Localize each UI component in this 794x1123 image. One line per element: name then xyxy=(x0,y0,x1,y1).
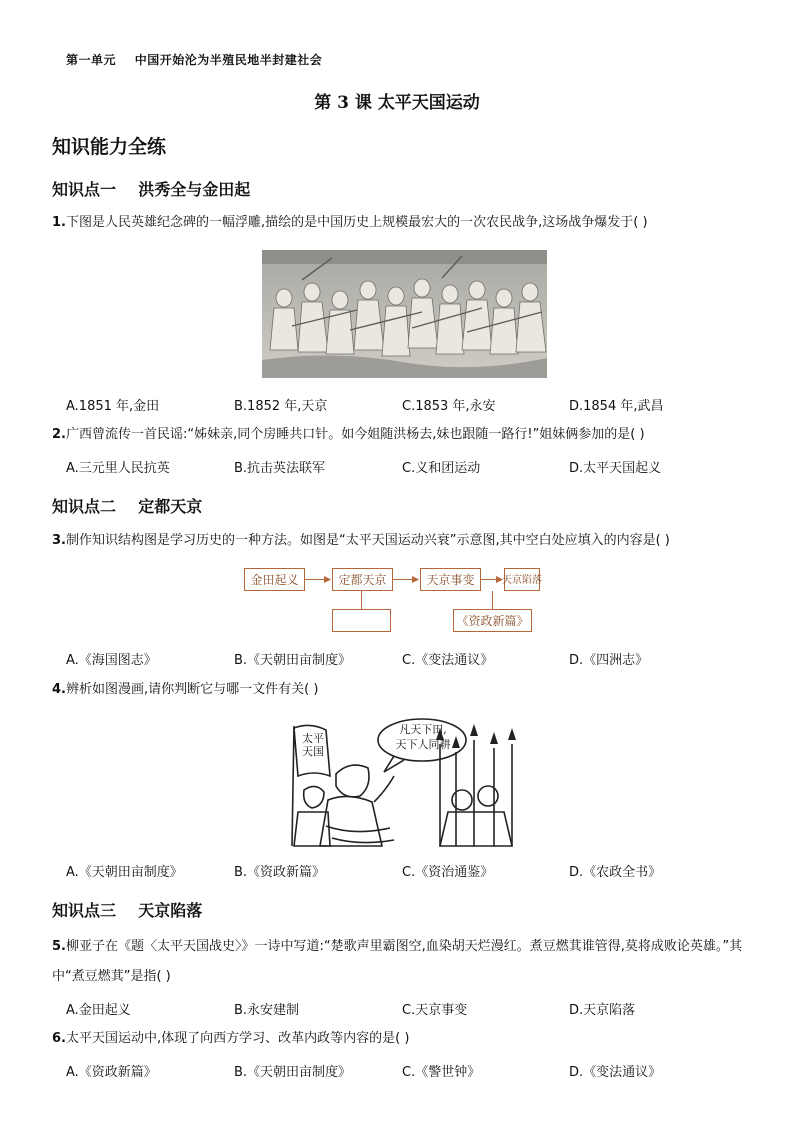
option-a[interactable]: A.《资政新篇》 xyxy=(66,1065,157,1080)
flow-box-tianjing-fall: 天京陷落 xyxy=(502,575,542,586)
question-6-options xyxy=(66,1061,746,1081)
option-b[interactable]: B.1852 年,天京 xyxy=(234,399,328,414)
knowledge-flowchart xyxy=(244,568,540,634)
option-a[interactable]: A.三元里人民抗英 xyxy=(66,461,170,476)
cartoon-speech-line-1: 凡天下田, xyxy=(399,723,447,736)
option-b[interactable]: B.《天朝田亩制度》 xyxy=(234,653,352,668)
question-4-options xyxy=(66,861,746,881)
question-3-options xyxy=(66,649,746,669)
question-text: 柳亚子在《题〈太平天国战史〉》一诗中写道:“楚歌声里霸图空,血染胡天烂漫红。煮豆燃萁谁管得,莫将成败论英雄。”其中“煮豆燃萁”是指( ) xyxy=(52,939,743,984)
unit-header: 第一单元 中国开始沦为半殖民地半封建社会 xyxy=(66,53,323,67)
question-number: 4. xyxy=(52,682,66,697)
monument-relief-image xyxy=(262,250,547,378)
option-a[interactable]: A.《海国图志》 xyxy=(66,653,157,668)
option-d[interactable]: D.1854 年,武昌 xyxy=(569,399,664,414)
option-b[interactable]: B.永安建制 xyxy=(234,1003,300,1018)
question-5 xyxy=(52,932,752,992)
option-a[interactable]: A.《天朝田亩制度》 xyxy=(66,865,183,880)
question-2 xyxy=(52,423,752,447)
question-text: 制作知识结构图是学习历史的一种方法。如图是“太平天国运动兴衰”示意图,其中空白处应填入的内容是( ) xyxy=(65,533,670,548)
question-text: 太平天国运动中,体现了向西方学习、改革内政等内容的是( ) xyxy=(65,1031,410,1046)
option-b[interactable]: B.《资政新篇》 xyxy=(234,865,326,880)
option-d[interactable]: D.天京陷落 xyxy=(569,1003,636,1018)
question-number: 5. xyxy=(52,939,66,954)
cartoon-speech-line-2: 天下人同耕 xyxy=(395,738,451,751)
option-a[interactable]: A.1851 年,金田 xyxy=(66,399,160,414)
option-d[interactable]: D.《农政全书》 xyxy=(569,865,662,880)
option-a[interactable]: A.金田起义 xyxy=(66,1003,131,1018)
knowledge-point-2-title: 知识点二 定都天京 xyxy=(52,497,203,516)
question-text: 辨析如图漫画,请你判断它与哪一文件有关( ) xyxy=(65,682,319,697)
flow-box-capital-tianjing: 定都天京 xyxy=(338,573,387,587)
lesson-title: 第 3 课 太平天国运动 xyxy=(314,93,480,113)
question-1-options xyxy=(66,395,746,415)
question-text: 广西曾流传一首民谣:“姊妹亲,同个房睡共口针。如今姐随洪杨去,妹也跟随一路行!”姐妹俩参加的是( ) xyxy=(65,427,645,442)
option-b[interactable]: B.《天朝田亩制度》 xyxy=(234,1065,352,1080)
question-number: 1. xyxy=(52,215,66,230)
option-d[interactable]: D.太平天国起义 xyxy=(569,461,662,476)
question-1 xyxy=(52,211,752,235)
option-d[interactable]: D.《变法通议》 xyxy=(569,1065,662,1080)
knowledge-point-1-title: 知识点一 洪秀全与金田起 xyxy=(52,180,251,199)
question-number: 3. xyxy=(52,533,66,548)
question-number: 2. xyxy=(52,427,66,442)
question-number: 6. xyxy=(52,1031,66,1046)
option-c[interactable]: C.《警世钟》 xyxy=(402,1065,481,1080)
option-c[interactable]: C.《变法通议》 xyxy=(402,653,494,668)
question-2-options xyxy=(66,457,746,477)
option-c[interactable]: C.1853 年,永安 xyxy=(402,399,496,414)
flow-box-tianjing-incident: 天京事变 xyxy=(426,573,475,587)
flow-box-jintian-uprising: 金田起义 xyxy=(250,573,299,587)
option-c[interactable]: C.《资治通鉴》 xyxy=(402,865,494,880)
section-title: 知识能力全练 xyxy=(52,136,167,158)
question-6 xyxy=(52,1027,752,1051)
flow-box-blank xyxy=(332,612,391,630)
option-c[interactable]: C.天京事变 xyxy=(402,1003,468,1018)
knowledge-point-3-title: 知识点三 天京陷落 xyxy=(52,901,203,920)
option-c[interactable]: C.义和团运动 xyxy=(402,461,481,476)
option-b[interactable]: B.抗击英法联军 xyxy=(234,461,326,476)
cartoon-illustration xyxy=(290,716,520,848)
cartoon-flag-text: 太平天国 xyxy=(302,732,324,758)
question-5-options xyxy=(66,999,746,1019)
question-4 xyxy=(52,678,752,702)
option-d[interactable]: D.《四洲志》 xyxy=(569,653,649,668)
question-text: 下图是人民英雄纪念碑的一幅浮雕,描绘的是中国历史上规模最宏大的一次农民战争,这场战争爆发于( ) xyxy=(65,215,648,230)
flow-box-zizheng-xinpian: 《资政新篇》 xyxy=(456,614,529,628)
question-3 xyxy=(52,529,752,553)
